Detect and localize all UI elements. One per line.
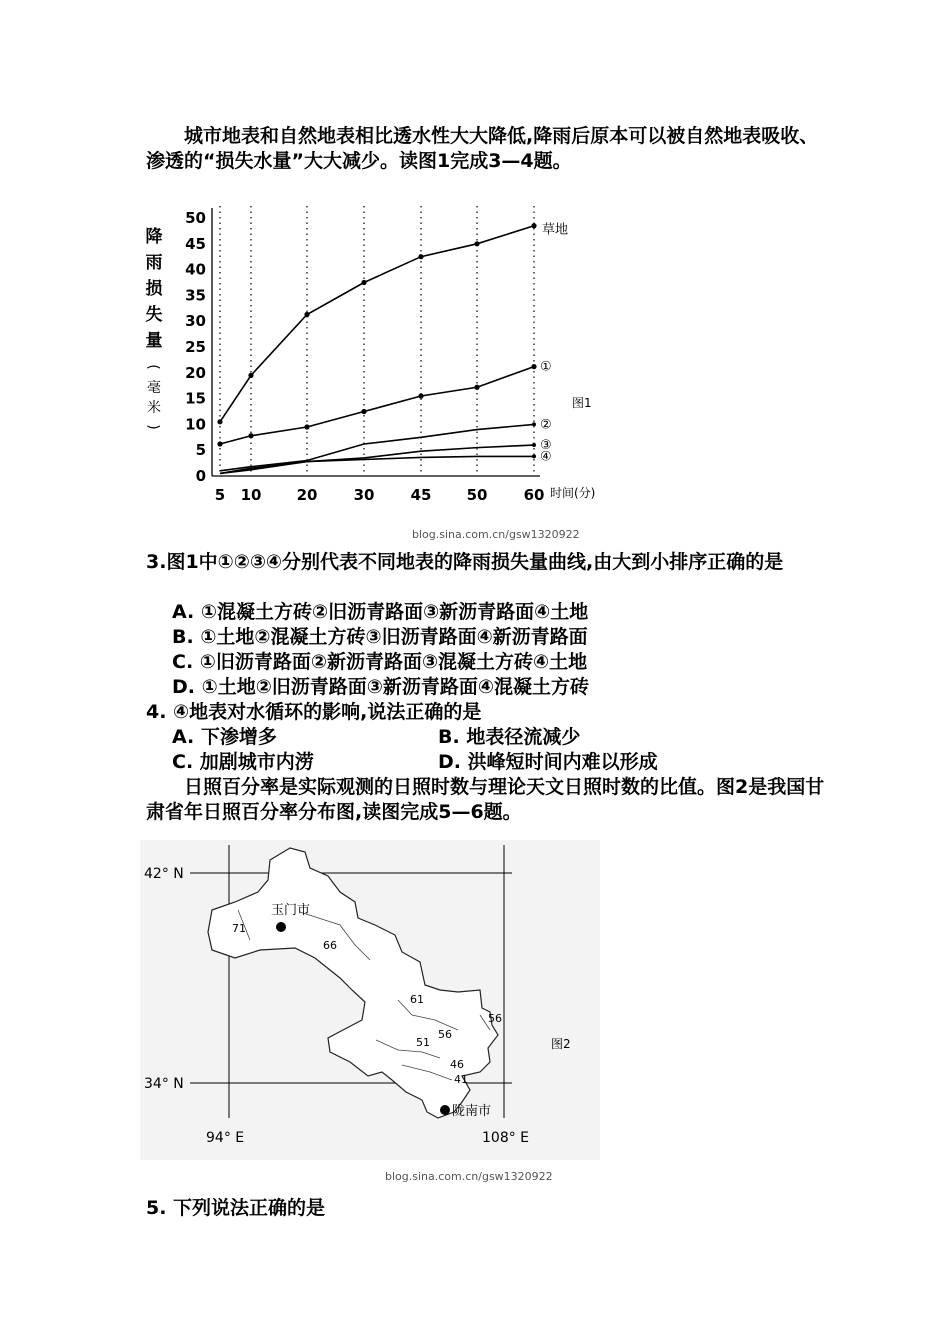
figure1-watermark: blog.sina.com.cn/gsw1320922: [412, 528, 580, 541]
data-point: [248, 373, 253, 378]
data-point: [248, 433, 253, 438]
y-tick-label: 40: [185, 260, 206, 279]
y-tick-label: 5: [195, 441, 206, 460]
longnan-city-label: 陇南市: [452, 1104, 492, 1119]
data-point: [217, 419, 222, 424]
isoline-label: 46: [450, 1058, 464, 1071]
y-axis-label-char: 损: [145, 279, 163, 299]
data-point: [532, 422, 536, 426]
x-axis-label: 时间(分): [550, 486, 596, 500]
data-point: [532, 454, 536, 458]
isoline-label: 56: [438, 1028, 452, 1041]
y-axis-label-char: 毫: [147, 380, 161, 396]
yumen-city-marker: [276, 922, 286, 932]
x-tick-label: 10: [240, 486, 262, 504]
lon-label-right: 108° E: [482, 1130, 530, 1146]
data-point: [361, 280, 366, 285]
data-point: [532, 443, 536, 447]
data-point: [531, 364, 536, 369]
figure2-caption: 图2: [551, 1037, 571, 1051]
q4-option-c: C. 加剧城市内涝: [172, 751, 314, 773]
isoline-label: 66: [323, 939, 337, 952]
data-point: [418, 393, 423, 398]
data-point: [217, 441, 222, 446]
x-tick-label: 30: [353, 486, 375, 504]
data-point: [361, 409, 366, 414]
series-label: ④: [540, 449, 552, 465]
q3-stem: 3.图1中①②③④分别代表不同地表的降雨损失量曲线,由大到小排序正确的是: [146, 551, 784, 573]
y-tick-label: 50: [185, 209, 206, 227]
y-tick-label: 25: [185, 338, 206, 356]
figure1-caption: 图1: [572, 396, 592, 410]
y-axis-label-char: ): [145, 424, 161, 430]
q4-option-b: B. 地表径流减少: [438, 726, 581, 748]
series-label: 草地: [542, 222, 569, 238]
data-point: [418, 254, 423, 259]
x-tick-label: 60: [523, 486, 545, 504]
y-axis-label-char: 雨: [145, 253, 163, 273]
isoline-label: 41: [454, 1073, 468, 1086]
q3-option-d: D. ①土地②旧沥青路面③新沥青路面④混凝土方砖: [172, 676, 589, 698]
series-label: ②: [540, 417, 552, 433]
data-point: [531, 223, 536, 228]
y-axis-label: [145, 226, 163, 430]
yumen-city-label: 玉门市: [271, 903, 311, 918]
y-axis-label-char: 失: [145, 305, 163, 325]
y-axis-label-char: 降: [145, 227, 163, 247]
data-point: [304, 312, 309, 317]
series-label: ①: [540, 359, 552, 375]
longnan-city-marker: [440, 1105, 450, 1115]
q3-option-c: C. ①旧沥青路面②新沥青路面③混凝土方砖④土地: [172, 651, 588, 673]
q3-option-b: B. ①土地②混凝土方砖③旧沥青路面④新沥青路面: [172, 626, 588, 648]
series-line: [220, 367, 534, 444]
lon-label-left: 94° E: [206, 1130, 245, 1146]
y-axis-label-char: 米: [147, 400, 161, 416]
x-tick-label: 20: [296, 486, 318, 504]
x-tick-label: 50: [466, 486, 488, 504]
y-tick-label: 45: [185, 234, 206, 253]
y-tick-label: 0: [195, 467, 206, 485]
q4-stem: 4. ④地表对水循环的影响,说法正确的是: [146, 701, 482, 723]
y-tick-label: 10: [185, 415, 206, 434]
isoline-label: 51: [416, 1036, 430, 1049]
data-point: [474, 385, 479, 390]
q3-option-a: A. ①混凝土方砖②旧沥青路面③新沥青路面④土地: [172, 601, 589, 623]
y-tick-label: 15: [185, 389, 206, 408]
figure1-chart: [140, 196, 620, 526]
figure2-watermark: blog.sina.com.cn/gsw1320922: [385, 1170, 553, 1183]
isoline-label: 61: [410, 993, 424, 1006]
lat-label-top: 42° N: [144, 866, 184, 882]
intro-paragraph-2: 日照百分率是实际观测的日照时数与理论天文日照时数的比值。图2是我国甘肃省年日照百分率分布图,读图完成5—6题。: [146, 776, 825, 823]
q4-option-d: D. 洪峰短时间内难以形成: [438, 751, 658, 773]
series-line: [220, 226, 534, 422]
data-point: [474, 241, 479, 246]
intro-paragraph-1: 城市地表和自然地表相比透水性大大降低,降雨后原本可以被自然地表吸收、渗透的“损失水量”大大减少。读图1完成3—4题。: [146, 125, 819, 172]
x-tick-label: 5: [214, 486, 226, 504]
y-tick-label: 35: [185, 286, 206, 305]
y-tick-label: 30: [185, 312, 206, 331]
lat-label-bottom: 34° N: [144, 1076, 184, 1092]
isoline-label: 56: [488, 1012, 502, 1025]
q5-stem: 5. 下列说法正确的是: [146, 1197, 326, 1219]
figure2-map: [140, 840, 600, 1160]
y-axis-label-char: 量: [145, 331, 163, 351]
data-point: [304, 424, 309, 429]
isoline-label: 71: [232, 922, 246, 935]
series-label: ③: [540, 438, 552, 454]
q4-option-a: A. 下渗增多: [172, 726, 277, 748]
x-tick-label: 45: [410, 486, 432, 504]
y-axis-label-char: (: [145, 364, 161, 370]
y-tick-label: 20: [185, 363, 206, 382]
